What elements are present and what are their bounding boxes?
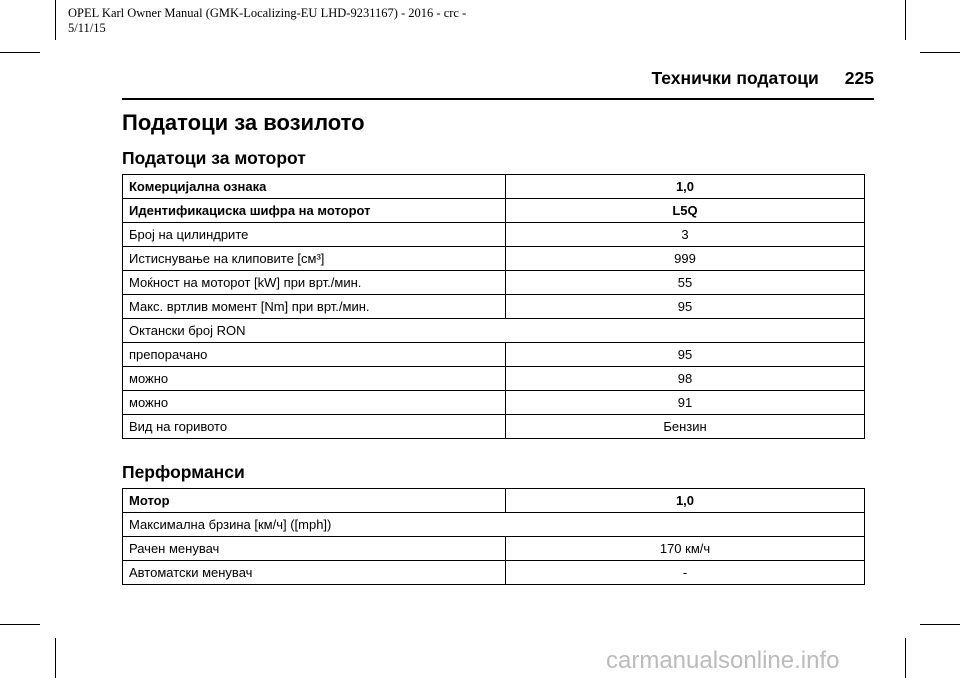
crop-mark bbox=[905, 638, 906, 678]
crop-mark bbox=[0, 52, 40, 53]
watermark: carmanualsonline.info bbox=[606, 647, 840, 674]
table-row bbox=[123, 247, 865, 271]
table-row bbox=[123, 223, 865, 247]
row-label: Мотор bbox=[123, 489, 506, 513]
table-row bbox=[123, 367, 865, 391]
table-row bbox=[123, 319, 865, 343]
table-row bbox=[123, 199, 865, 223]
crop-mark bbox=[905, 0, 906, 40]
row-label: Макс. вртлив момент [Nm] при врт./мин. bbox=[123, 295, 506, 319]
row-label: можно bbox=[123, 391, 506, 415]
row-label: можно bbox=[123, 367, 506, 391]
table-row bbox=[123, 415, 865, 439]
table-row bbox=[123, 537, 865, 561]
page-title: Податоци за возилото bbox=[122, 110, 365, 135]
table-row bbox=[123, 561, 865, 585]
row-label: препорачано bbox=[123, 343, 506, 367]
row-label: Комерцијална ознака bbox=[123, 175, 506, 199]
table-row bbox=[123, 489, 865, 513]
row-value: - bbox=[506, 561, 865, 585]
row-label: Октански број RON bbox=[123, 319, 865, 343]
page-number: 225 bbox=[844, 68, 874, 88]
table-row bbox=[123, 295, 865, 319]
row-value: 170 км/ч bbox=[506, 537, 865, 561]
section-title: Технички податоци bbox=[651, 68, 819, 88]
crop-mark bbox=[920, 624, 960, 625]
table-row bbox=[123, 391, 865, 415]
header-rule bbox=[122, 98, 874, 100]
engine-heading: Податоци за моторот bbox=[122, 148, 306, 168]
row-label: Автоматски менувач bbox=[123, 561, 506, 585]
row-value: Бензин bbox=[506, 415, 865, 439]
performance-heading: Перформанси bbox=[122, 462, 245, 482]
print-info-line: 5/11/15 bbox=[68, 21, 106, 35]
row-value: 98 bbox=[506, 367, 865, 391]
crop-mark bbox=[55, 638, 56, 678]
row-label: Истиснување на клиповите [см³] bbox=[123, 247, 506, 271]
table-row bbox=[123, 175, 865, 199]
row-value: 55 bbox=[506, 271, 865, 295]
row-value: 91 bbox=[506, 391, 865, 415]
row-label: Максимална брзина [км/ч] ([mph]) bbox=[123, 513, 865, 537]
row-label: Моќност на моторот [kW] при врт./мин. bbox=[123, 271, 506, 295]
row-value: 95 bbox=[506, 295, 865, 319]
table-row bbox=[123, 343, 865, 367]
crop-mark bbox=[55, 0, 56, 40]
performance-data-table bbox=[122, 488, 865, 585]
row-value: 95 bbox=[506, 343, 865, 367]
row-value: 1,0 bbox=[506, 175, 865, 199]
print-info bbox=[68, 6, 466, 36]
table-row bbox=[123, 271, 865, 295]
row-label: Број на цилиндрите bbox=[123, 223, 506, 247]
row-label: Вид на горивото bbox=[123, 415, 506, 439]
table-row bbox=[123, 513, 865, 537]
crop-mark bbox=[920, 52, 960, 53]
row-label: Идентификациска шифра на моторот bbox=[123, 199, 506, 223]
row-value: 999 bbox=[506, 247, 865, 271]
engine-data-table bbox=[122, 174, 865, 439]
print-info-line: OPEL Karl Owner Manual (GMK-Localizing-EU LHD-9231167) - 2016 - crc - bbox=[68, 6, 467, 20]
row-value: 1,0 bbox=[506, 489, 865, 513]
running-header bbox=[610, 68, 874, 89]
crop-mark bbox=[0, 624, 40, 625]
row-value: 3 bbox=[506, 223, 865, 247]
row-label: Рачен менувач bbox=[123, 537, 506, 561]
row-value: L5Q bbox=[506, 199, 865, 223]
